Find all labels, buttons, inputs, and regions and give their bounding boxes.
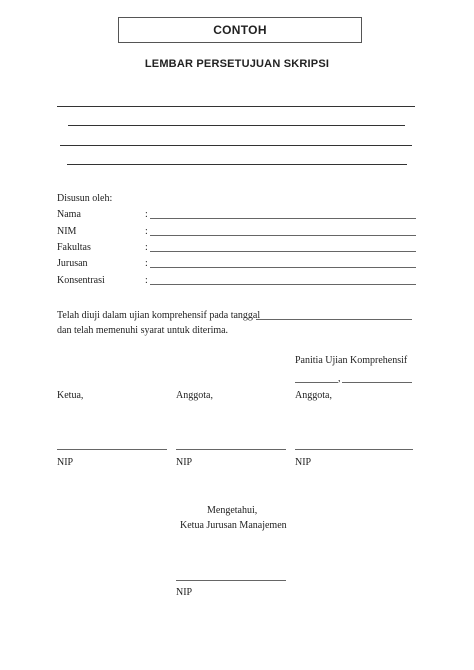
document-title: LEMBAR PERSETUJUAN SKRIPSI: [144, 58, 330, 70]
approval-role: Ketua Jurusan Manajemen: [180, 520, 287, 531]
statement-line-1: Telah diuji dalam ujian komprehensif pada tanggal: [57, 310, 261, 321]
example-label: CONTOH: [213, 23, 267, 37]
field-line-jurusan[interactable]: [150, 267, 416, 268]
signature-line-anggota-1[interactable]: [176, 449, 286, 450]
field-line-nim[interactable]: [150, 235, 416, 236]
field-colon-konsentrasi: :: [145, 275, 148, 286]
title-line-1: [57, 106, 415, 107]
field-colon-nim: :: [145, 226, 148, 237]
field-label-jurusan: Jurusan: [57, 258, 88, 269]
exam-date-line[interactable]: [256, 319, 412, 320]
title-line-3: [60, 145, 412, 146]
example-label-box: [118, 17, 362, 43]
signature-line-ketua-jurusan[interactable]: [176, 580, 286, 581]
field-colon-nama: :: [145, 209, 148, 220]
role-anggota-2: Anggota,: [295, 390, 332, 401]
committee-title: Panitia Ujian Komprehensif: [295, 355, 408, 366]
committee-date-line-right[interactable]: [342, 382, 412, 383]
nip-anggota-2: NIP: [295, 457, 312, 468]
title-line-4: [67, 164, 407, 165]
approval-label: Mengetahui,: [207, 505, 258, 516]
signature-line-anggota-2[interactable]: [295, 449, 413, 450]
nip-ketua: NIP: [57, 457, 74, 468]
field-line-konsentrasi[interactable]: [150, 284, 416, 285]
signature-line-ketua[interactable]: [57, 449, 167, 450]
field-label-nama: Nama: [57, 209, 81, 220]
title-line-2: [68, 125, 405, 126]
field-line-fakultas[interactable]: [150, 251, 416, 252]
field-label-fakultas: Fakultas: [57, 242, 91, 253]
field-colon-fakultas: :: [145, 242, 148, 253]
committee-date-line-left[interactable]: [295, 382, 338, 383]
author-intro: Disusun oleh:: [57, 193, 113, 204]
nip-anggota-1: NIP: [176, 457, 193, 468]
committee-date-comma: ,: [338, 373, 341, 384]
field-colon-jurusan: :: [145, 258, 148, 269]
role-ketua: Ketua,: [57, 390, 84, 401]
field-label-konsentrasi: Konsentrasi: [57, 275, 105, 286]
field-label-nim: NIM: [57, 226, 77, 237]
nip-ketua-jurusan: NIP: [176, 587, 193, 598]
field-line-nama[interactable]: [150, 218, 416, 219]
statement-line-2: dan telah memenuhi syarat untuk diterima.: [57, 325, 229, 336]
role-anggota-1: Anggota,: [176, 390, 213, 401]
